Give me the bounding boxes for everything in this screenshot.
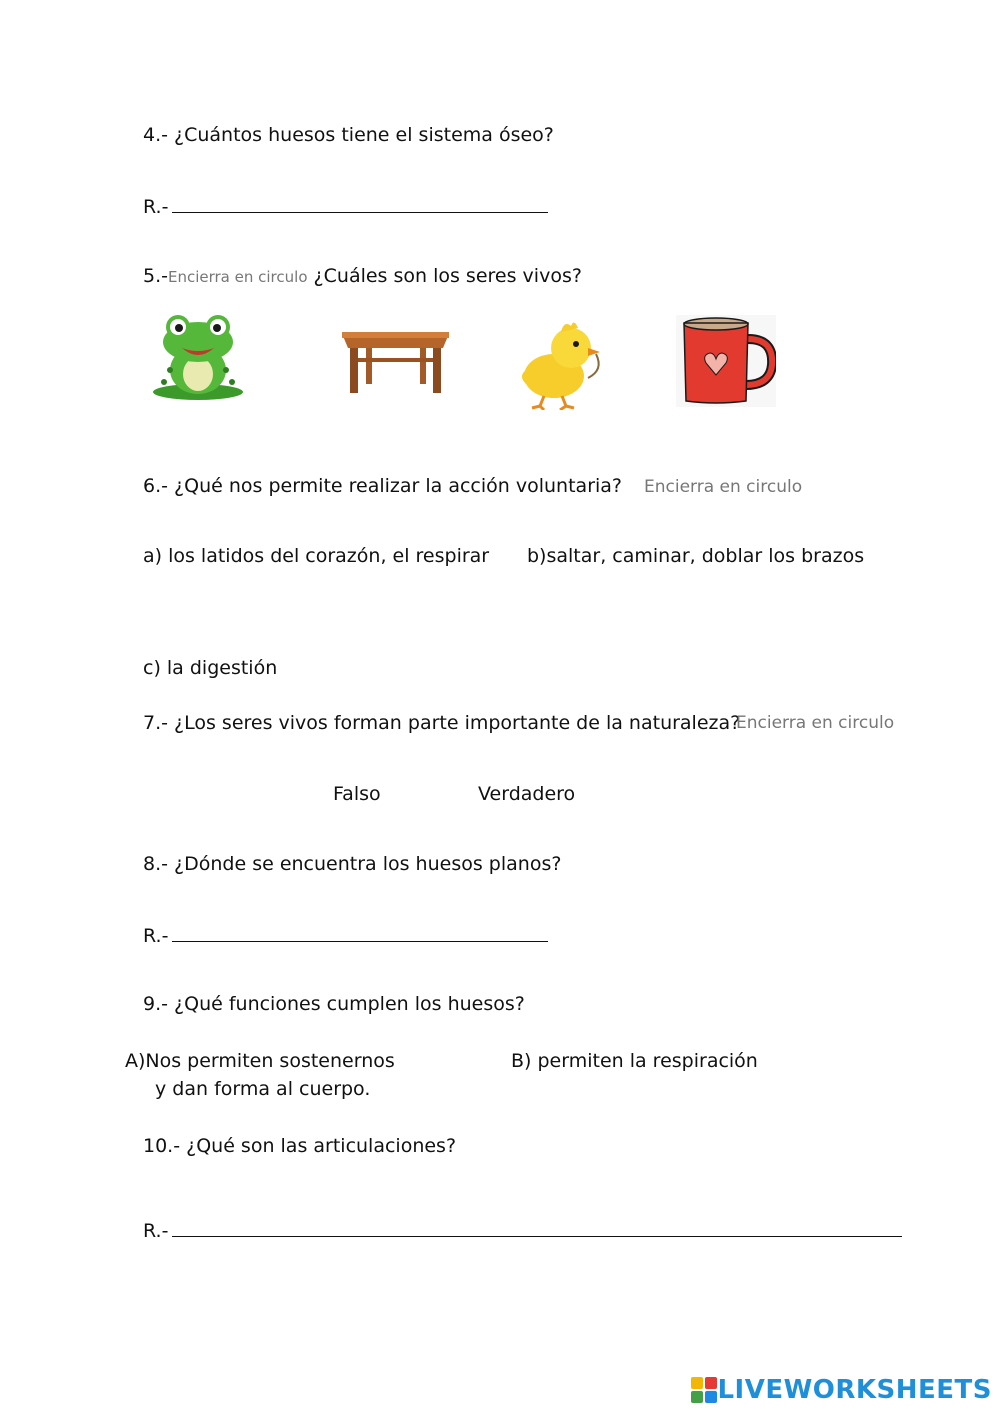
question-4: 4.- ¿Cuántos huesos tiene el sistema óseo?	[143, 124, 554, 146]
answer-prefix: R.-	[143, 1220, 169, 1242]
answer-10	[143, 1218, 902, 1243]
answer-8-input-line[interactable]	[172, 923, 548, 942]
answer-4-input-line[interactable]	[172, 194, 548, 213]
question-5-hint: Encierra en circulo	[167, 268, 308, 286]
option-6c[interactable]: c) la digestión	[143, 657, 278, 679]
question-9: 9.- ¿Qué funciones cumplen los huesos?	[143, 993, 525, 1015]
question-5	[143, 264, 582, 289]
question-7: 7.- ¿Los seres vivos forman parte importante de la naturaleza?	[143, 712, 741, 734]
answer-8	[143, 923, 548, 948]
answer-10-input-line[interactable]	[172, 1218, 902, 1237]
liveworksheets-logo-text: LIVEWORKSHEETS	[717, 1375, 992, 1405]
liveworksheets-logo-icon	[691, 1377, 717, 1403]
option-6a[interactable]: a) los latidos del corazón, el respirar	[143, 545, 490, 567]
option-9a-line1[interactable]: A)Nos permiten sostenernos	[125, 1050, 395, 1072]
question-10: 10.- ¿Qué son las articulaciones?	[143, 1135, 457, 1157]
answer-prefix: R.-	[143, 196, 169, 218]
option-9b[interactable]: B) permiten la respiración	[511, 1050, 758, 1072]
question-6: 6.- ¿Qué nos permite realizar la acción voluntaria?	[143, 475, 623, 497]
question-5-number: 5.-	[143, 265, 168, 287]
question-5-text: ¿Cuáles son los seres vivos?	[313, 265, 582, 287]
answer-4	[143, 194, 548, 219]
option-7-false[interactable]: Falso	[333, 783, 381, 805]
liveworksheets-logo	[691, 1375, 992, 1405]
question-6-hint: Encierra en circulo	[644, 477, 803, 497]
question-8: 8.- ¿Dónde se encuentra los huesos planos?	[143, 853, 562, 875]
frog-image[interactable]	[148, 312, 248, 402]
question-7-hint: Encierra en circulo	[736, 713, 895, 733]
answer-prefix: R.-	[143, 925, 169, 947]
chick-image[interactable]	[516, 318, 611, 410]
option-7-true[interactable]: Verdadero	[478, 783, 576, 805]
mug-image[interactable]	[676, 315, 776, 407]
table-image[interactable]	[338, 328, 453, 398]
option-9a-line2[interactable]: y dan forma al cuerpo.	[155, 1078, 371, 1100]
option-6b[interactable]: b)saltar, caminar, doblar los brazos	[527, 545, 865, 567]
